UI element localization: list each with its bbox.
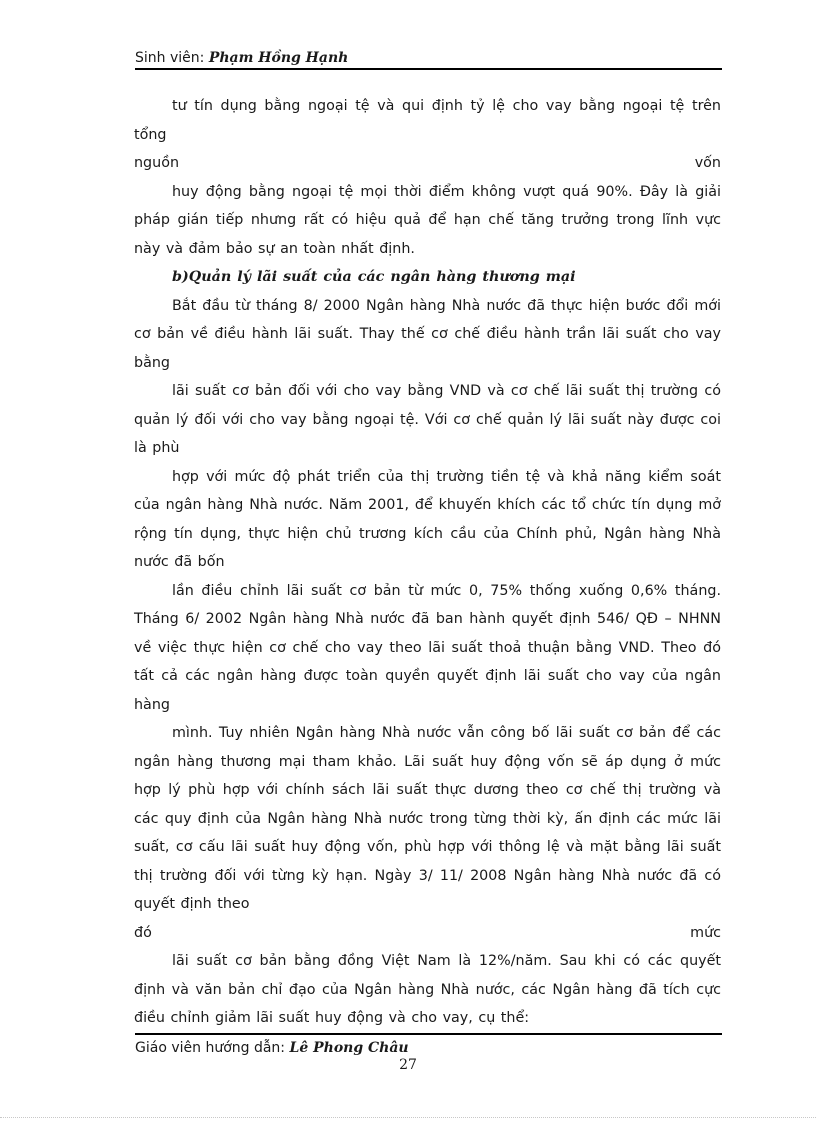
page-number: 27 <box>399 1057 417 1073</box>
paragraph: hợp với mức độ phát triển của thị trường tiền tệ và khả năng kiểm soát của ngân hàng Nhà nước. Năm 2001, để khuyến khích các tổ chức tín dụng mở rộng tín dụng, thực hiện chủ trương kích cầu của Chính phủ, Ngân hàng Nhà nước đã bốn <box>134 468 721 570</box>
text-fragment: nguồn <box>134 155 180 171</box>
text-fragment: đó <box>134 924 152 941</box>
text-line-split <box>134 149 721 178</box>
document-body <box>134 92 721 1033</box>
paragraph: lãi suất cơ bản bằng đồng Việt Nam là 12%/năm. Sau khi có các quyết định và văn bản chỉ đạo của Ngân hàng Nhà nước, các Ngân hàng đã tích cực điều chỉnh giảm lãi suất huy động và cho vay, cụ thể: <box>134 953 721 1026</box>
section-heading: b)Quản lý lãi suất của các ngân hàng thương mại <box>172 269 576 285</box>
paragraph: Bắt đầu từ tháng 8/ 2000 Ngân hàng Nhà nước đã thực hiện bước đổi mới cơ bản về điều hành lãi suất. Thay thế cơ chế điều hành trần lãi suất cho vay bằng <box>134 297 721 371</box>
text-line: tư tín dụng bằng ngoại tệ và qui định tỷ lệ cho vay bằng ngoại tệ trên tổng <box>134 98 721 143</box>
page-bottom-border <box>0 1117 816 1118</box>
paragraph: huy động bằng ngoại tệ mọi thời điểm không vượt quá 90%. Đây là giải pháp gián tiếp nhưng rất có hiệu quả để hạn chế tăng trưởng trong lĩnh vực này và đảm bảo sự an toàn nhất định. <box>134 183 721 257</box>
text-fragment: mức <box>690 924 721 941</box>
text-fragment: vốn <box>694 155 721 171</box>
advisor-name: Lê Phong Châu <box>289 1040 409 1056</box>
student-name: Phạm Hồng Hạnh <box>208 50 349 66</box>
paragraph: lần điều chỉnh lãi suất cơ bản từ mức 0, 75% thống xuống 0,6% tháng. Tháng 6/ 2002 Ngân hàng Nhà nước đã ban hành quyết định 546/ QĐ – NHNN về việc thực hiện cơ chế cho vay theo lãi suất thoả thuận bằng VND. Theo đó tất cả các ngân hàng được toàn quyền quyết định lãi suất cho vay của ngân hàng <box>134 582 721 713</box>
text-line-split <box>134 919 721 948</box>
paragraph: mình. Tuy nhiên Ngân hàng Nhà nước vẫn công bố lãi suất cơ bản để các ngân hàng thương mại tham khảo. Lãi suất huy động vốn sẽ áp dụng ở mức hợp lý phù hợp với chính sách lãi suất thực dương theo cơ chế thị trường và các quy định của Ngân hàng Nhà nước trong từng thời kỳ, ấn định các mức lãi suất, cơ cấu lãi suất huy động vốn, phù hợp với thông lệ và mặt bằng lãi suất thị trường đối với từng kỳ hạn. Ngày 3/ 11/ 2008 Ngân hàng Nhà nước đã có quyết định theo <box>134 725 721 912</box>
page-header <box>135 49 720 67</box>
header-divider <box>135 68 722 70</box>
footer-divider <box>135 1033 722 1035</box>
page-footer <box>135 1039 720 1057</box>
footer-label: Giáo viên hướng dẫn: <box>135 1040 286 1056</box>
header-label: Sinh viên: <box>135 50 205 66</box>
paragraph: lãi suất cơ bản đối với cho vay bằng VND và cơ chế lãi suất thị trường có quản lý đối với cho vay bằng ngoại tệ. Với cơ chế quản lý lãi suất này được coi là phù <box>134 383 721 456</box>
